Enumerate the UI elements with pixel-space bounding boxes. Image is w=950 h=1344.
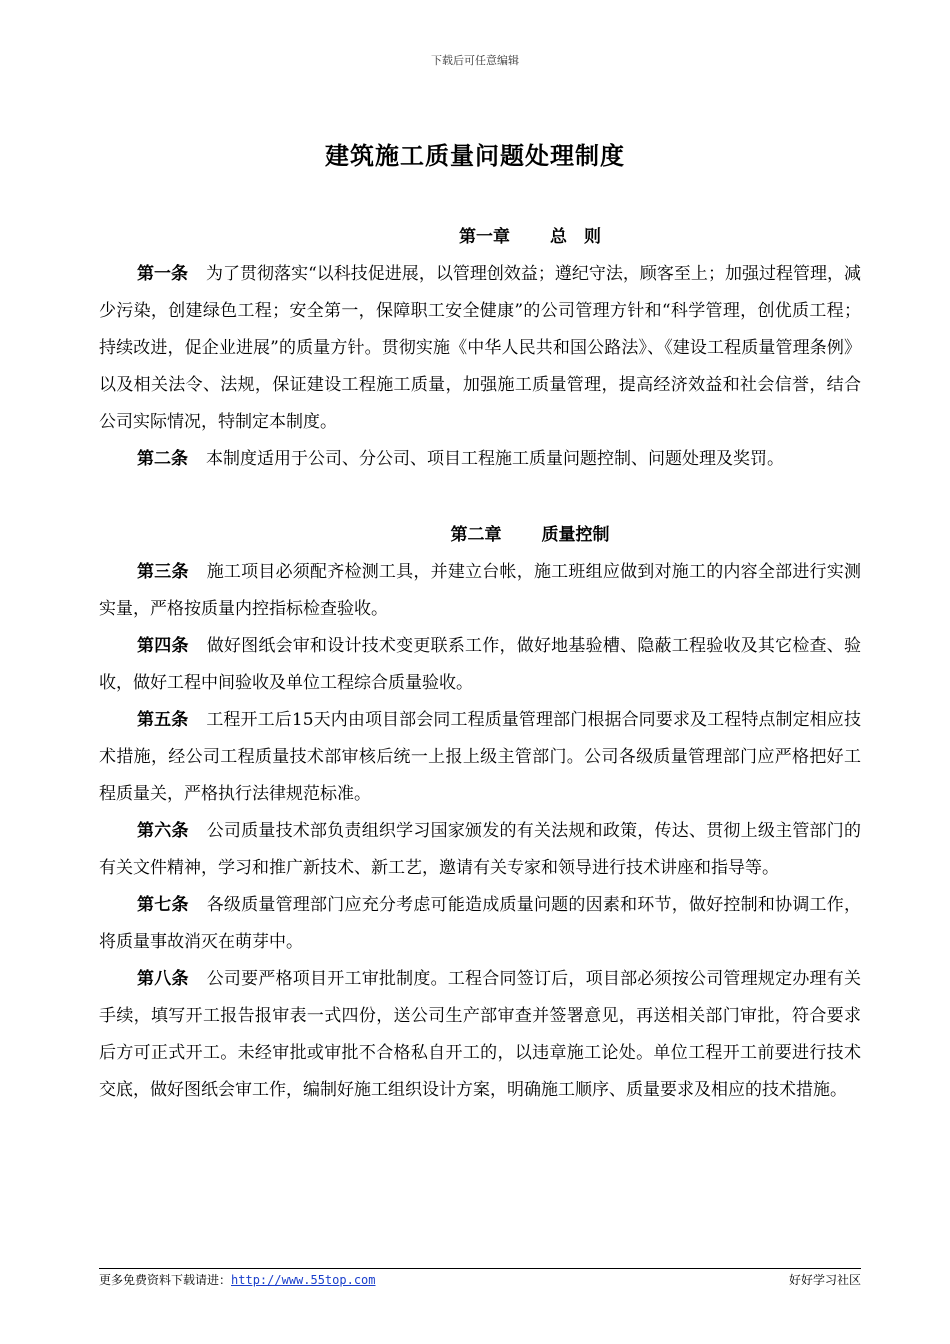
- chapter-heading: [199, 520, 861, 550]
- article-text: 为了贯彻落实“以科技促进展，以管理创效益；遵纪守法，顾客至上；加强过程管理，减少污染，创建绿色工程；安全第一，保障职工安全健康”的公司管理方针和“科学管理，创优质工程；持续改进，促企业进展”的质量方针。贯彻实施《中华人民共和国公路法》、《建设工程质量管理条例》以及相关法令、法规，保证建设工程施工质量，加强施工质量管理，提高经济效益和社会信誉，结合公司实际情况，特制定本制度。: [99, 264, 861, 432]
- article: [99, 961, 861, 1109]
- article-text: 公司质量技术部负责组织学习国家颁发的有关法规和政策，传达、贯彻上级主管部门的有关文件精神，学习和推广新技术、新工艺，邀请有关专家和领导进行技术讲座和指导等。: [99, 821, 862, 878]
- article: [99, 256, 861, 441]
- article-label: 第一条: [137, 264, 189, 284]
- page-footer: [99, 1271, 861, 1288]
- chapter-name: 质量控制: [541, 525, 610, 545]
- article-label: 第五条: [137, 710, 189, 730]
- article-label: 第四条: [137, 636, 189, 656]
- footer-link[interactable]: http://www.55top.com: [231, 1273, 376, 1287]
- chapter-number: 第一章: [459, 227, 510, 247]
- chapter-name: 总 则: [550, 227, 601, 247]
- article: [99, 441, 861, 478]
- article-label: 第三条: [137, 562, 189, 582]
- article: [99, 813, 861, 887]
- footer-divider: [99, 1268, 861, 1269]
- footer-right: 好好学习社区: [788, 1273, 861, 1287]
- footer-prefix: 更多免费资料下载请进：: [99, 1273, 232, 1287]
- article-label: 第二条: [137, 449, 188, 469]
- article: [99, 554, 861, 628]
- footer-left: [99, 1271, 376, 1288]
- article-label: 第八条: [137, 969, 189, 989]
- article: [99, 887, 861, 961]
- chapter-heading: [199, 222, 861, 252]
- article-text: 各级质量管理部门应充分考虑可能造成质量问题的因素和环节，做好控制和协调工作，将质量事故消灭在萌芽中。: [99, 895, 862, 952]
- document-body: [99, 222, 861, 1109]
- article-label: 第六条: [137, 821, 189, 841]
- article-text: 施工项目必须配齐检测工具，并建立台帐，施工班组应做到对施工的内容全部进行实测实量，严格按质量内控指标检查验收。: [99, 562, 862, 619]
- document-title: 建筑施工质量问题处理制度: [325, 141, 625, 170]
- article-text: 本制度适用于公司、分公司、项目工程施工质量问题控制、问题处理及奖罚。: [206, 449, 784, 469]
- article-text: 做好图纸会审和设计技术变更联系工作，做好地基验槽、隐蔽工程验收及其它检查、验收，做好工程中间验收及单位工程综合质量验收。: [99, 636, 862, 693]
- article: [99, 702, 861, 813]
- article-text: 公司要严格项目开工审批制度。工程合同签订后，项目部必须按公司管理规定办理有关手续，填写开工报告报审表一式四份，送公司生产部审查并签署意见，再送相关部门审批，符合要求后方可正式开工。未经审批或审批不合格私自开工的，以违章施工论处。单位工程开工前要进行技术交底，做好图纸会审工作，编制好施工组织设计方案，明确施工顺序、质量要求及相应的技术措施。: [99, 969, 862, 1100]
- article: [99, 628, 861, 702]
- page-header-note: 下载后可任意编辑: [431, 54, 519, 67]
- article-label: 第七条: [137, 895, 189, 915]
- article-text: 工程开工后15天内由项目部会同工程质量管理部门根据合同要求及工程特点制定相应技术措施，经公司工程质量技术部审核后统一上报上级主管部门。公司各级质量管理部门应严格把好工程质量关，严格执行法律规范标准。: [99, 710, 861, 804]
- chapter-number: 第二章: [450, 525, 502, 545]
